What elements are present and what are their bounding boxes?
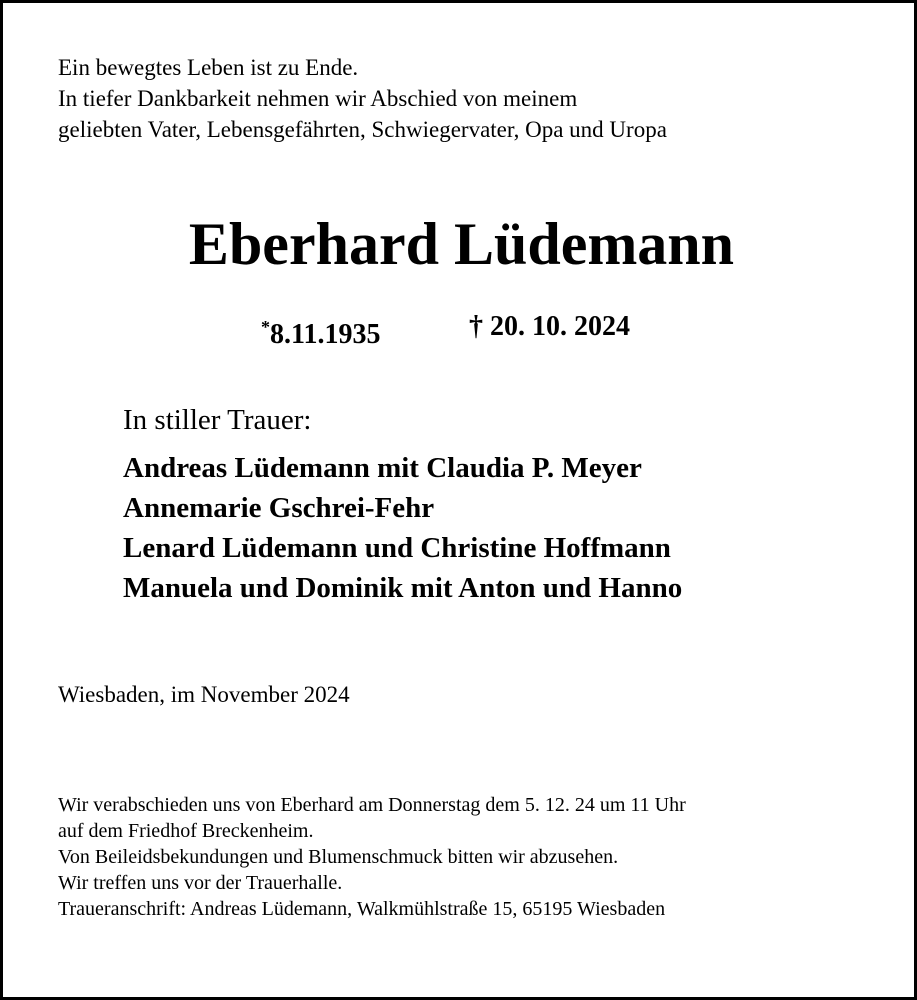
- details-line: Wir treffen uns vor der Trauerhalle.: [58, 872, 343, 894]
- birth-date-value: 8.11.1935: [270, 319, 381, 350]
- mourners-list: [123, 448, 682, 608]
- intro-line: Ein bewegtes Leben ist zu Ende.: [58, 55, 359, 80]
- birth-date: [261, 309, 380, 353]
- death-cross-icon: †: [469, 311, 483, 342]
- intro-line: In tiefer Dankbarkeit nehmen wir Abschied von meinem: [58, 86, 578, 111]
- birth-star-icon: *: [261, 317, 270, 337]
- mourner-name: Andreas Lüdemann mit Claudia P. Meyer: [123, 452, 642, 484]
- death-date: [469, 309, 630, 345]
- mourner-name: Lenard Lüdemann und Christine Hoffmann: [123, 532, 671, 564]
- details-line: auf dem Friedhof Breckenheim.: [58, 820, 314, 842]
- death-date-value: 20. 10. 2024: [490, 311, 630, 342]
- intro-text: [58, 52, 667, 145]
- details-line: Traueranschrift: Andreas Lüdemann, Walkmühlstraße 15, 65195 Wiesbaden: [58, 898, 666, 920]
- details-line: Von Beileidsbekundungen und Blumenschmuck bitten wir abzusehen.: [58, 846, 619, 868]
- intro-line: geliebten Vater, Lebensgefährten, Schwiegervater, Opa und Uropa: [58, 117, 667, 142]
- mourner-name: Annemarie Gschrei-Fehr: [123, 492, 435, 524]
- funeral-details: [58, 792, 686, 922]
- deceased-name: Eberhard Lüdemann: [188, 211, 735, 277]
- mourning-heading: In stiller Trauer:: [123, 404, 312, 436]
- place-date: Wiesbaden, im November 2024: [58, 682, 350, 707]
- details-line: Wir verabschieden uns von Eberhard am Donnerstag dem 5. 12. 24 um 11 Uhr: [58, 794, 686, 816]
- mourner-name: Manuela und Dominik mit Anton und Hanno: [123, 572, 683, 604]
